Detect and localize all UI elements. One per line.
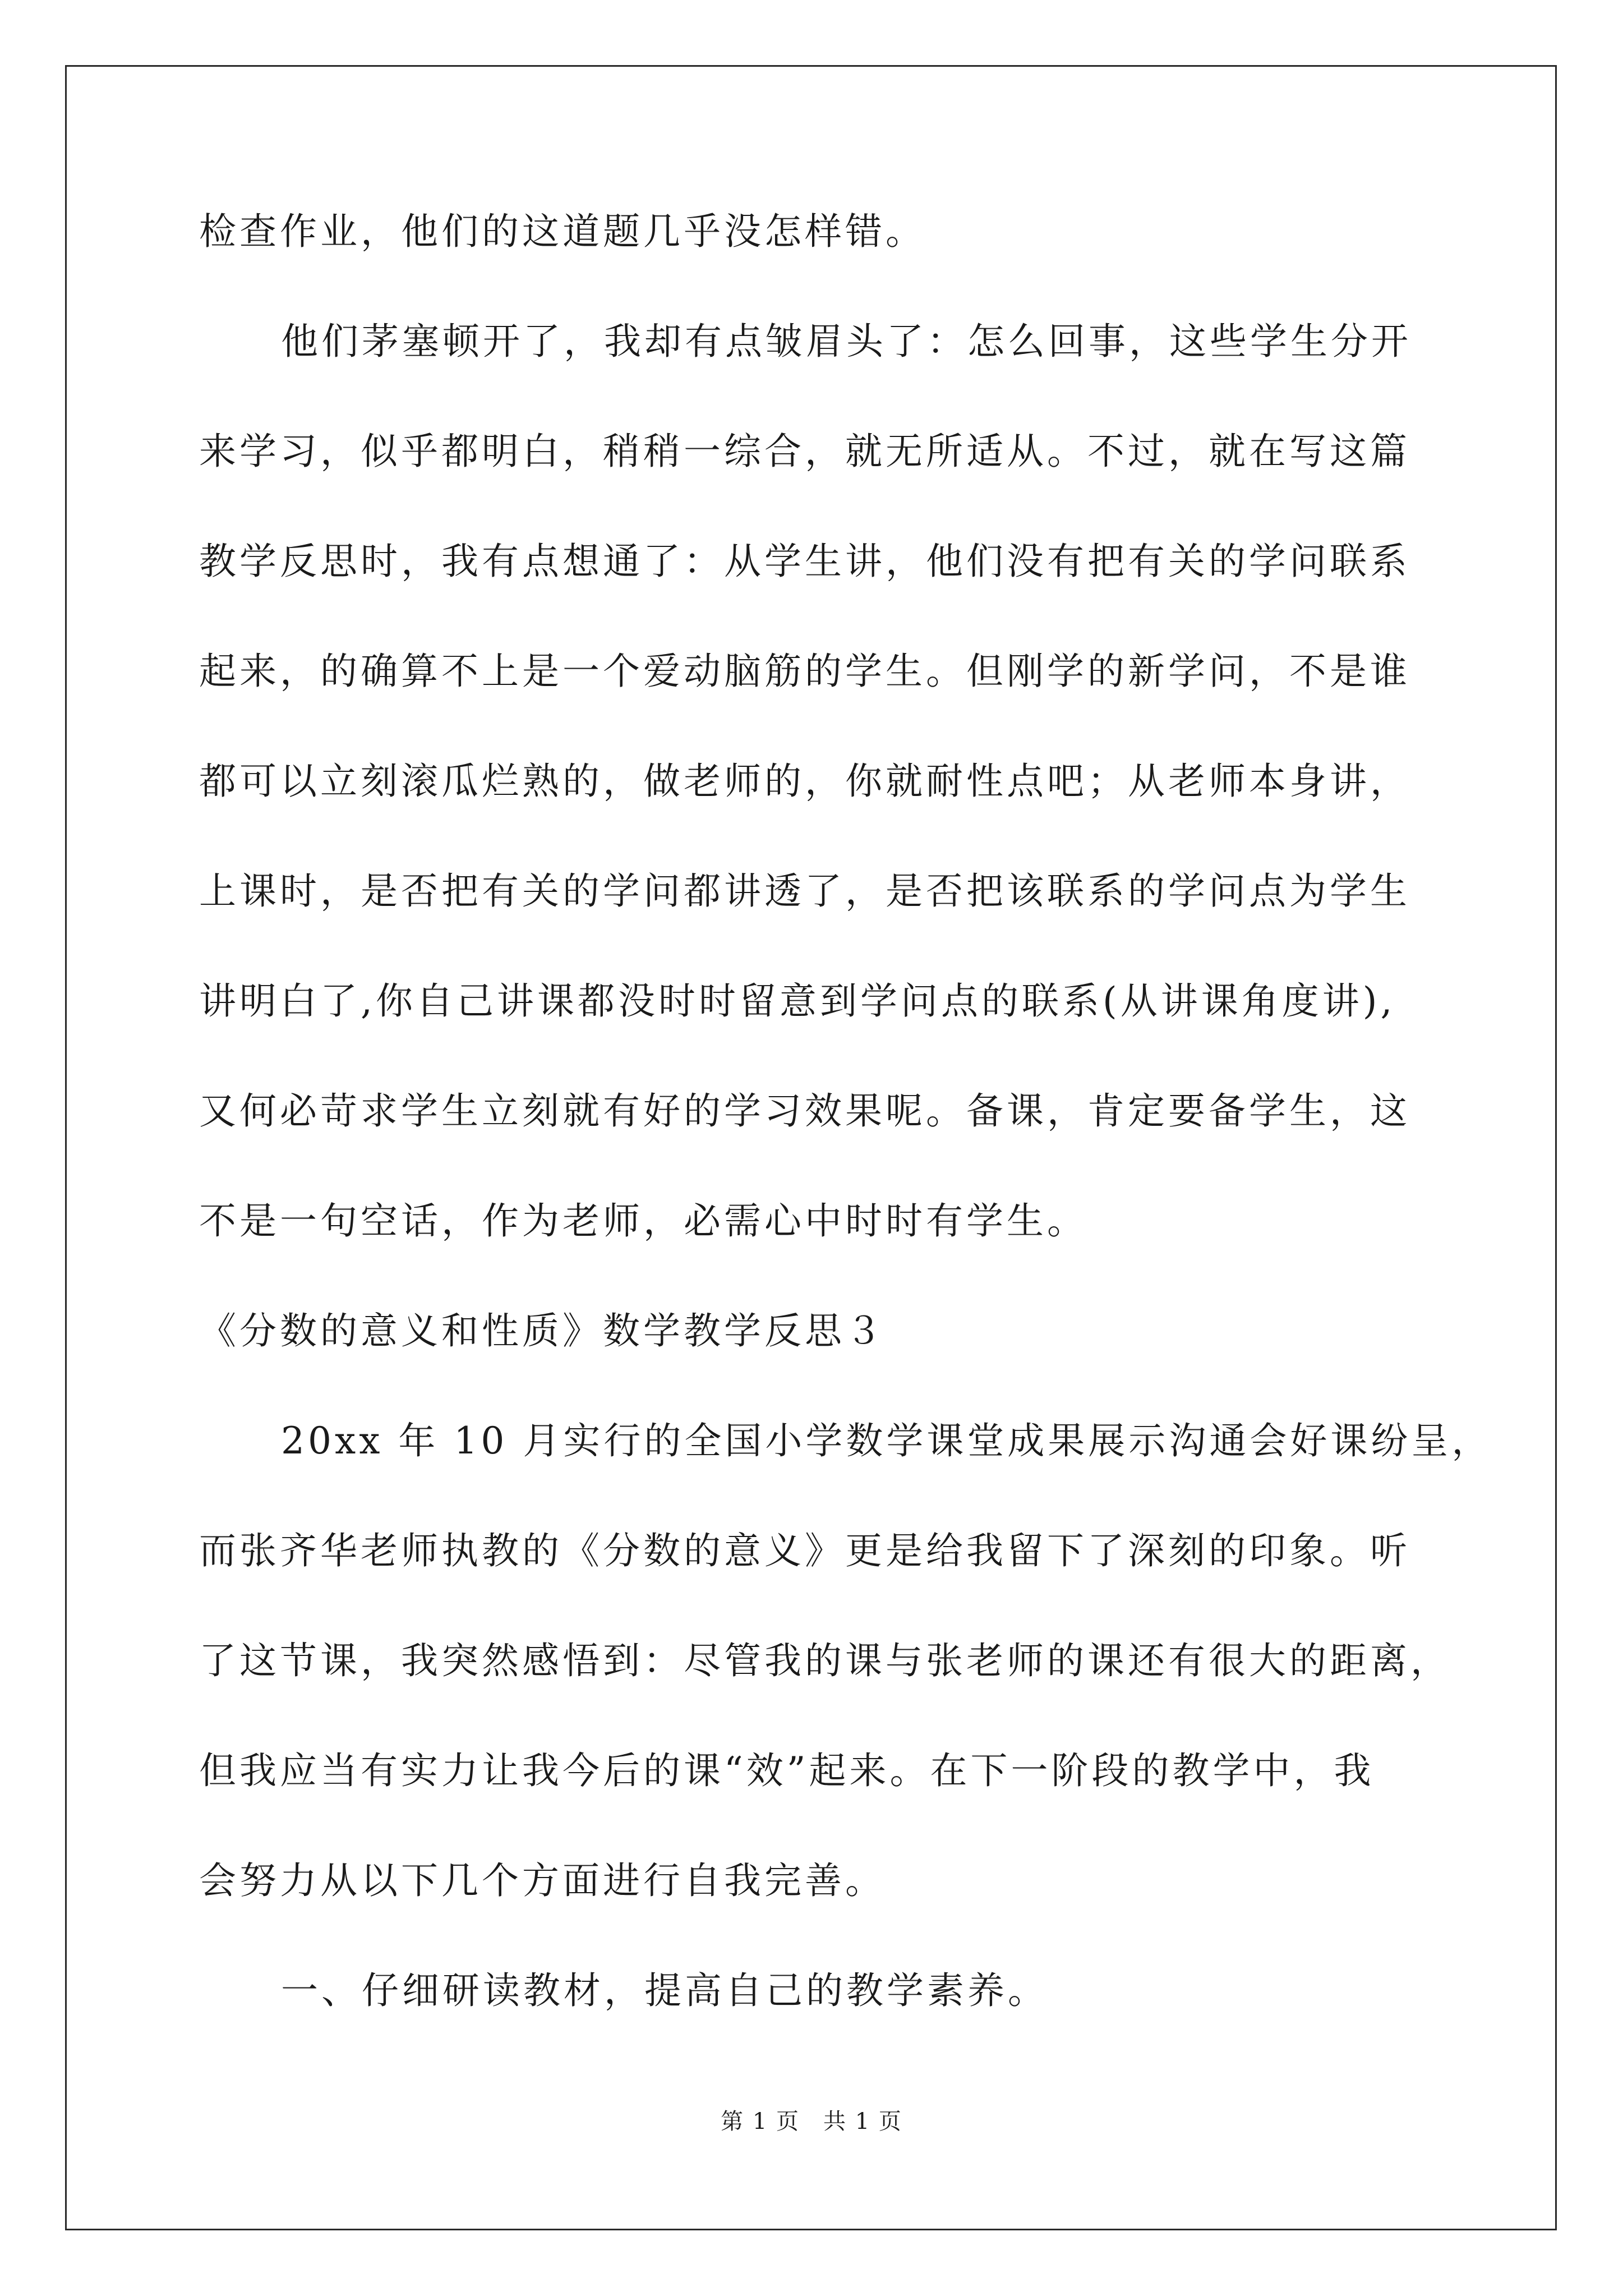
text-line: 都可以立刻滚瓜烂熟的，做老师的，你就耐性点吧；从老师本身讲， [199,760,1410,803]
text-line: 而张齐华老师执教的《分数的意义》更是给我留下了深刻的印象。听 [199,1529,1410,1572]
text-line: 教学反思时，我有点想通了：从学生讲，他们没有把有关的学问联系 [199,540,1410,583]
text-line: 但我应当有实力让我今后的课“效”起来。在下一阶段的教学中，我 [199,1749,1375,1792]
section-heading: 《分数的意义和性质》数学教学反思３ [199,1309,886,1352]
page-footer: 第 1 页 共 1 页 [721,2109,902,2134]
text-line: 起来，的确算不上是一个爱动脑筋的学生。但刚学的新学问，不是谁 [199,650,1410,693]
text-line: 又何必苛求学生立刻就有好的学习效果呢。备课，肯定要备学生，这 [199,1089,1410,1133]
text-line: 会努力从以下几个方面进行自我完善。 [199,1859,886,1902]
text-line: 来学习，似乎都明白，稍稍一综合，就无所适从。不过，就在写这篇 [199,430,1410,473]
page-border [65,65,1557,2230]
text-line: 上课时，是否把有关的学问都讲透了，是否把该联系的学问点为学生 [199,869,1410,913]
text-line: 不是一句空话，作为老师，必需心中时时有学生。 [199,1199,1087,1243]
text-line: 他们茅塞顿开了，我却有点皱眉头了：怎么回事，这些学生分开 [281,320,1412,363]
text-line: 20xx 年 10 月实行的全国小学数学课堂成果展示沟通会好课纷呈， [281,1419,1492,1462]
text-line: 了这节课，我突然感悟到：尽管我的课与张老师的课还有很大的距离， [199,1639,1451,1682]
text-line: 一、仔细研读教材，提高自己的教学素养。 [281,1969,1048,2012]
text-line: 讲明白了,你自己讲课都没时时留意到学问点的联系(从讲课角度讲), [199,979,1396,1023]
text-line: 检查作业，他们的这道题几乎没怎样错。 [199,210,926,253]
